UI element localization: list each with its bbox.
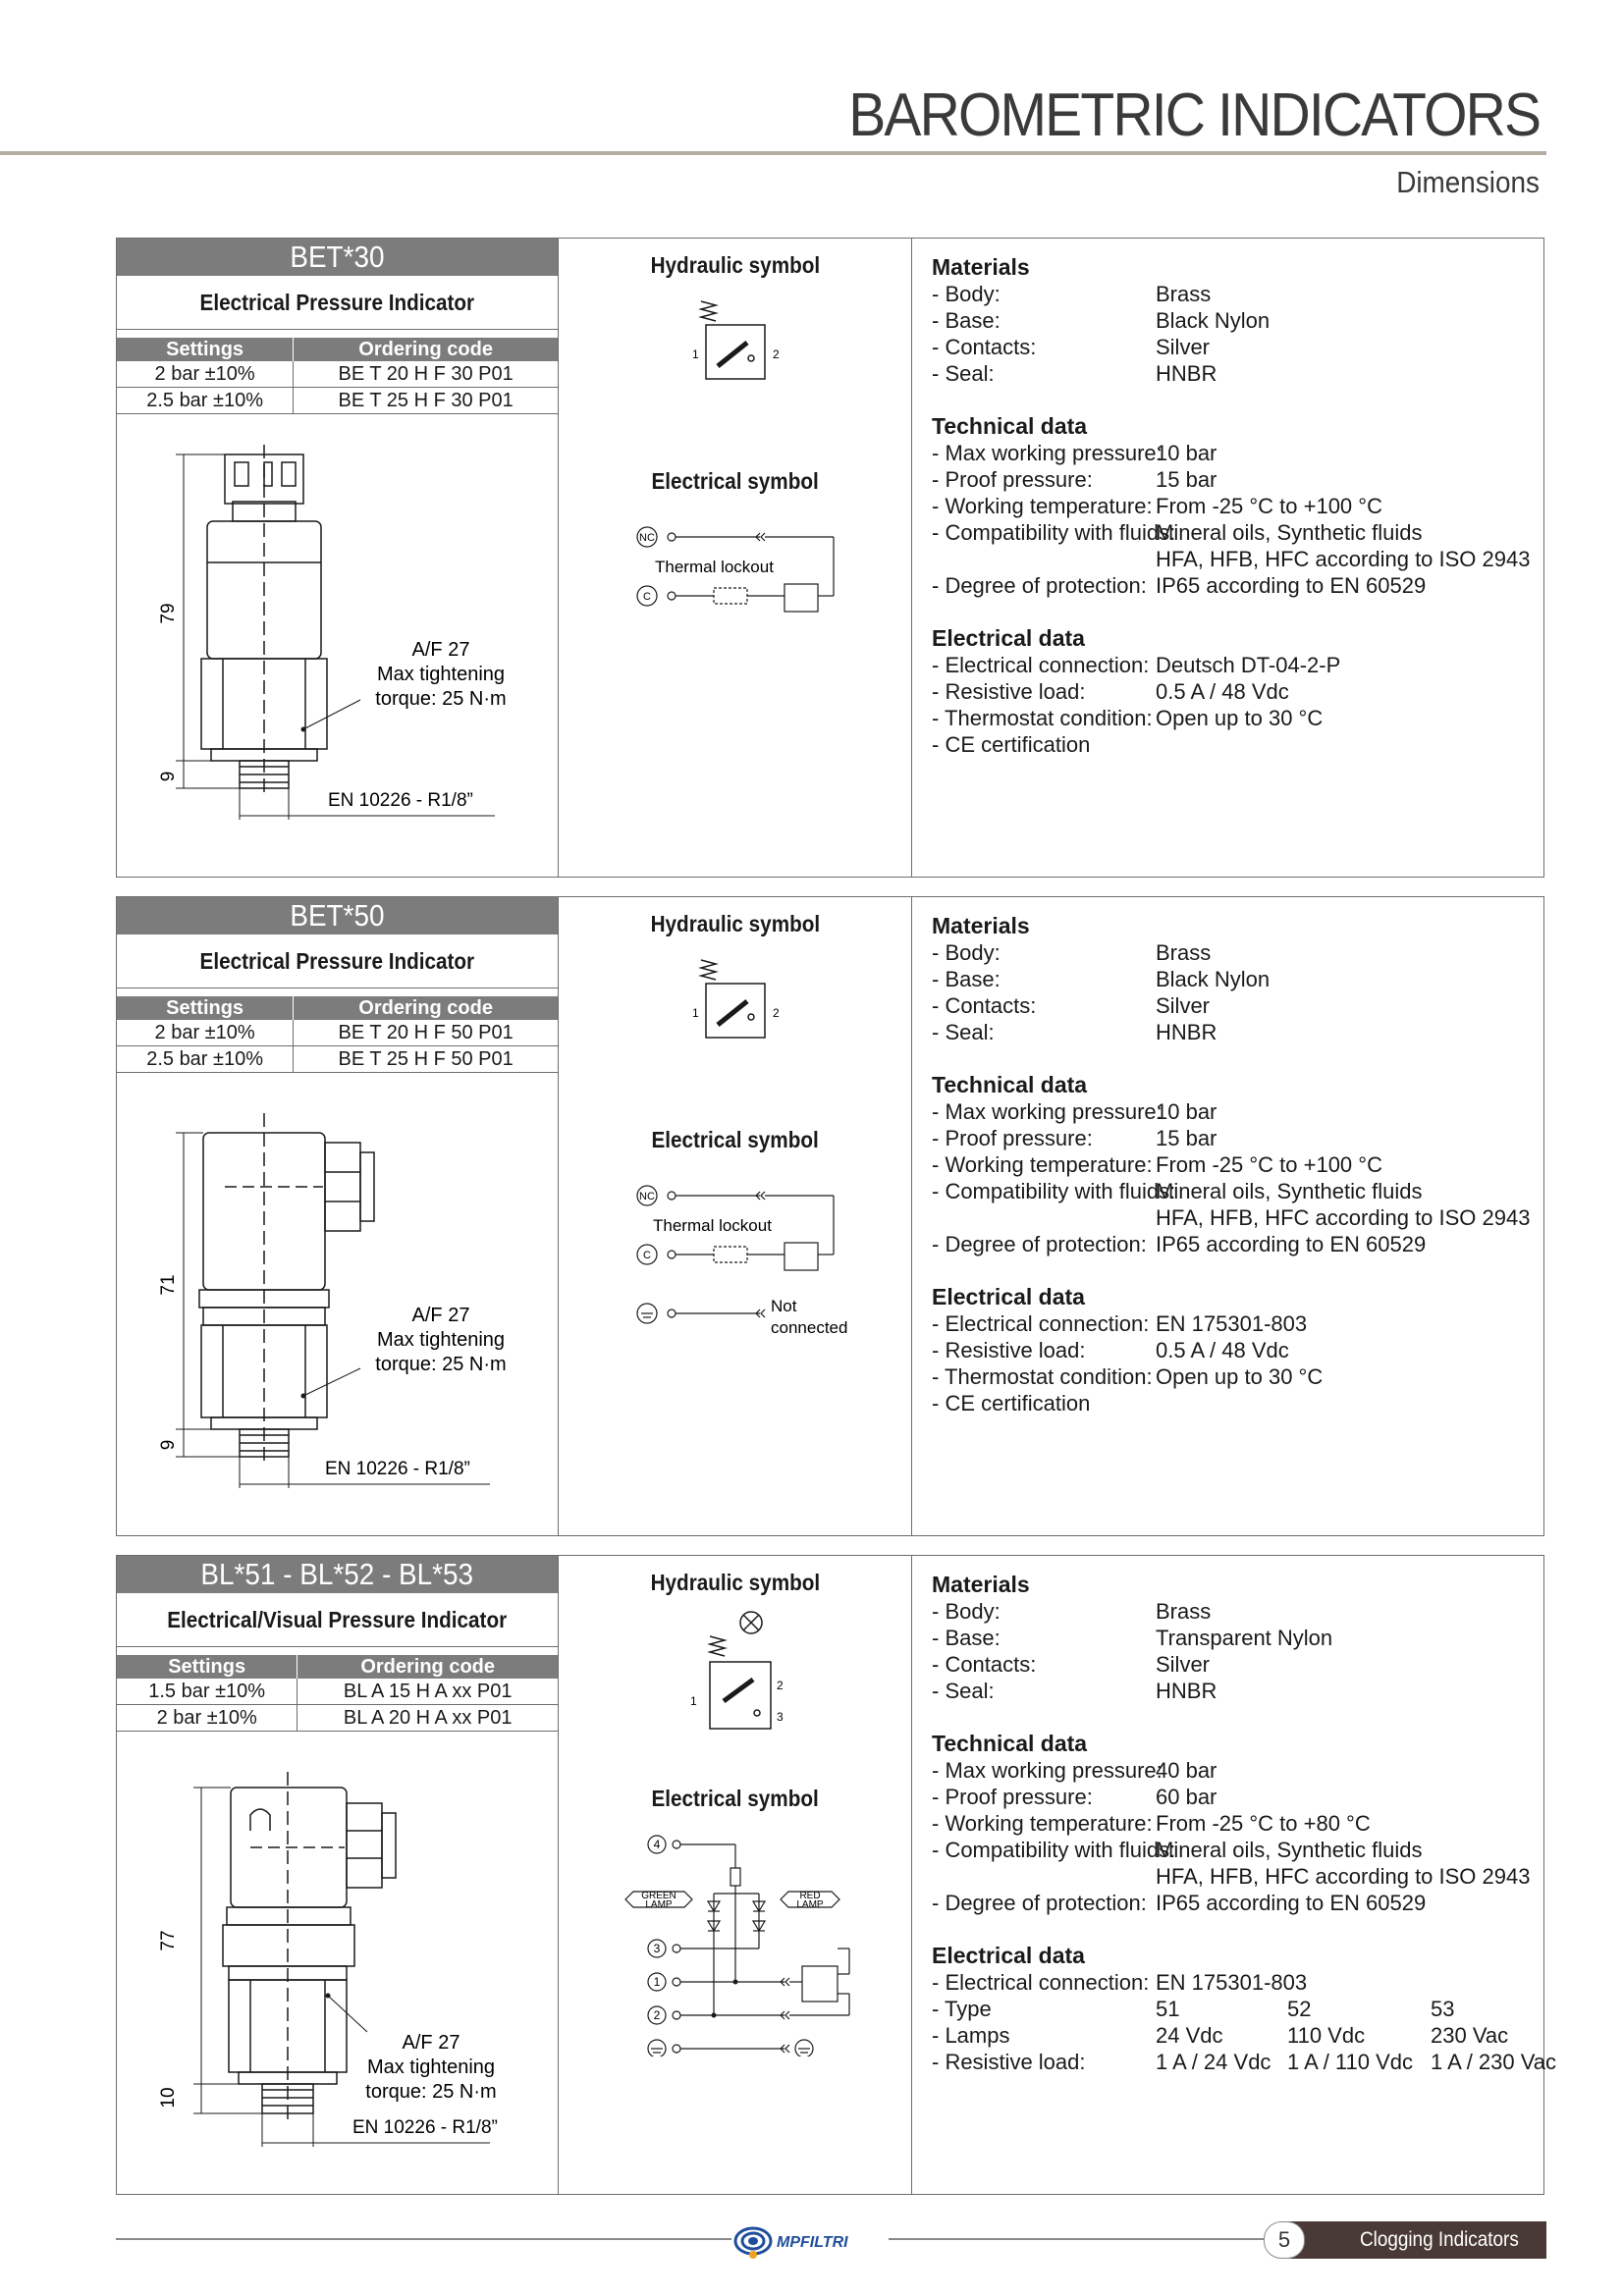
not-connected-label-2: connected bbox=[771, 1318, 848, 1337]
max-tightening-label: Max tightening bbox=[376, 664, 506, 685]
list-item: - Proof pressure: 60 bar bbox=[932, 1785, 1217, 1809]
list-item: - Type 51 52 53 bbox=[932, 1997, 1455, 2021]
dim-thread-label: 10 bbox=[158, 2087, 179, 2109]
list-item: - Resistive load: 0.5 A / 48 Vdc bbox=[932, 1338, 1289, 1362]
dim-total-label: 77 bbox=[158, 1930, 179, 1951]
list-item: - Base: Transparent Nylon bbox=[932, 1626, 1333, 1650]
spec-column-right bbox=[912, 897, 1545, 1535]
list-item: - Seal: HNBR bbox=[932, 1679, 1217, 1703]
list-item: - Contacts: Silver bbox=[932, 335, 1211, 359]
page-title: BAROMETRIC INDICATORS bbox=[847, 81, 1540, 149]
technical-heading: Technical data bbox=[932, 1731, 1088, 1756]
dimension-drawing bbox=[117, 1074, 559, 1535]
settings-header: Settings bbox=[117, 338, 294, 361]
electrical-symbol-title: Electrical symbol bbox=[651, 1127, 819, 1152]
svg-text:1: 1 bbox=[653, 1975, 661, 1989]
torque-label: torque: 25 N·m bbox=[375, 688, 507, 710]
technical-heading: Technical data bbox=[932, 1072, 1088, 1097]
list-item: - Body: Brass bbox=[932, 282, 1212, 306]
electrical-symbol-icon bbox=[559, 1182, 912, 1339]
list-item: - Base: Black Nylon bbox=[932, 967, 1271, 991]
table-row: 2.5 bar ±10% BE T 25 H F 30 P01 bbox=[117, 388, 558, 414]
specs bbox=[932, 254, 1545, 758]
af-label: A/F 27 bbox=[402, 2032, 460, 2054]
dimension-drawing bbox=[117, 1733, 559, 2194]
list-item: - Proof pressure: 15 bar bbox=[932, 467, 1217, 492]
page-subtitle: Dimensions bbox=[1396, 165, 1540, 199]
max-tightening-label: Max tightening bbox=[366, 2056, 496, 2078]
indicator-type: Electrical/Visual Pressure Indicator bbox=[117, 1593, 558, 1647]
thread-label: EN 10226 - R1/8” bbox=[352, 2117, 498, 2138]
electrical-symbol-title: Electrical symbol bbox=[651, 1786, 819, 1811]
list-item: - Proof pressure: 15 bar bbox=[932, 1126, 1217, 1150]
model-title: BL*51 - BL*52 - BL*53 bbox=[117, 1556, 558, 1593]
af-label: A/F 27 bbox=[411, 1305, 470, 1326]
list-item: - Electrical connection: EN 175301-803 bbox=[932, 1311, 1308, 1336]
thread-label: EN 10226 - R1/8” bbox=[325, 1459, 470, 1479]
red-lamp-label: RED bbox=[799, 1891, 821, 1901]
electrical-symbol-icon bbox=[559, 523, 912, 631]
not-connected-label: Not bbox=[771, 1297, 797, 1315]
list-item: - Max working pressure: 40 bar bbox=[932, 1758, 1217, 1783]
ordering-table bbox=[117, 996, 558, 1073]
settings-header: Settings bbox=[117, 1655, 298, 1679]
indicator-type: Electrical Pressure Indicator bbox=[117, 934, 558, 988]
svg-text:2: 2 bbox=[653, 2008, 661, 2022]
settings-header: Settings bbox=[117, 996, 294, 1020]
table-row: 1.5 bar ±10% BL A 15 H A xx P01 bbox=[117, 1679, 558, 1705]
c-terminal: C bbox=[643, 591, 651, 603]
spec-column-left bbox=[117, 1556, 559, 2194]
list-item: - CE certification bbox=[932, 1391, 1091, 1415]
list-item: - Degree of protection: IP65 according to EN 60529 bbox=[932, 1891, 1427, 1915]
hydraulic-symbol-icon bbox=[559, 1611, 912, 1738]
list-item: - Max working pressure: 10 bar bbox=[932, 1099, 1217, 1124]
footer-rule bbox=[116, 2238, 1272, 2240]
list-item: HFA, HFB, HFC according to ISO 2943 bbox=[1156, 1205, 1531, 1230]
list-item: HFA, HFB, HFC according to ISO 2943 bbox=[1156, 1864, 1531, 1889]
electrical-symbol-title: Electrical symbol bbox=[651, 468, 819, 494]
table-row: 2 bar ±10% BE T 20 H F 50 P01 bbox=[117, 1020, 558, 1046]
c-terminal: C bbox=[643, 1250, 651, 1261]
model-title: BET*30 bbox=[117, 239, 558, 276]
materials-heading: Materials bbox=[932, 254, 1030, 280]
list-item: - Resistive load: 1 A / 24 Vdc 1 A / 110 Vdc 1 A / 230 Vac bbox=[932, 2050, 1557, 2074]
ordering-code-header: Ordering code bbox=[294, 338, 558, 361]
technical-heading: Technical data bbox=[932, 413, 1088, 439]
dimension-drawing bbox=[117, 415, 559, 877]
list-item: - Max working pressure: 10 bar bbox=[932, 441, 1217, 465]
hydraulic-symbol-title: Hydraulic symbol bbox=[650, 252, 820, 278]
table-row: 2 bar ±10% BL A 20 H A xx P01 bbox=[117, 1705, 558, 1732]
hydraulic-symbol-icon bbox=[559, 956, 912, 1044]
svg-text:2: 2 bbox=[773, 347, 780, 361]
list-item: - Electrical connection: Deutsch DT-04-2-P bbox=[932, 653, 1341, 677]
svg-text:1: 1 bbox=[692, 347, 699, 361]
nc-terminal: NC bbox=[639, 1191, 655, 1202]
list-item: - Contacts: Silver bbox=[932, 1652, 1211, 1677]
table-row: 2.5 bar ±10% BE T 25 H F 50 P01 bbox=[117, 1046, 558, 1073]
electrical-symbol-icon bbox=[559, 1831, 912, 2056]
footer-section-label: Clogging Indicators bbox=[1286, 2221, 1546, 2259]
list-item: - Base: Black Nylon bbox=[932, 308, 1271, 333]
mpfiltri-logo bbox=[731, 2221, 889, 2261]
green-lamp-label: GREEN bbox=[641, 1891, 676, 1901]
section-bet30 bbox=[116, 238, 1544, 878]
list-item: - Body: Brass bbox=[932, 1599, 1212, 1624]
specs bbox=[932, 1572, 1557, 2075]
svg-text:3: 3 bbox=[777, 1710, 784, 1724]
thermal-lockout-label: Thermal lockout bbox=[655, 558, 774, 576]
ordering-table bbox=[117, 1655, 558, 1732]
list-item: - Thermostat condition: Open up to 30 °C bbox=[932, 1364, 1324, 1389]
red-lamp-label-2: LAMP bbox=[796, 1899, 824, 1910]
page-number: 5 bbox=[1264, 2221, 1305, 2259]
list-item: - Compatibility with fluids: Mineral oils, Synthetic fluids bbox=[932, 1179, 1423, 1203]
hydraulic-symbol-title: Hydraulic symbol bbox=[650, 1570, 820, 1595]
thermal-lockout-label: Thermal lockout bbox=[653, 1216, 772, 1235]
list-item: - Thermostat condition: Open up to 30 °C bbox=[932, 706, 1324, 730]
nc-terminal: NC bbox=[639, 532, 655, 544]
list-item: - Working temperature: From -25 °C to +100 °C bbox=[932, 1152, 1382, 1177]
spec-column-left bbox=[117, 239, 559, 877]
electrical-heading: Electrical data bbox=[932, 625, 1085, 651]
symbol-column bbox=[559, 897, 912, 1535]
svg-text:1: 1 bbox=[692, 1006, 699, 1020]
green-lamp-label-2: LAMP bbox=[645, 1899, 673, 1910]
dim-total-label: 79 bbox=[158, 603, 179, 624]
materials-heading: Materials bbox=[932, 913, 1030, 938]
svg-text:3: 3 bbox=[653, 1942, 661, 1955]
spec-column-right bbox=[912, 1556, 1557, 2194]
list-item: - Compatibility with fluids: Mineral oils, Synthetic fluids bbox=[932, 520, 1423, 545]
svg-text:2: 2 bbox=[773, 1006, 780, 1020]
ordering-code-header: Ordering code bbox=[294, 996, 558, 1020]
section-bl51 bbox=[116, 1555, 1557, 2195]
list-item: - Seal: HNBR bbox=[932, 1020, 1217, 1044]
header-rule bbox=[0, 151, 1546, 155]
list-item: - Contacts: Silver bbox=[932, 993, 1211, 1018]
symbol-column bbox=[559, 1556, 912, 2194]
svg-text:4: 4 bbox=[653, 1838, 661, 1851]
svg-text:1: 1 bbox=[690, 1694, 697, 1708]
list-item: - Degree of protection: IP65 according to EN 60529 bbox=[932, 1232, 1427, 1256]
list-item: - Seal: HNBR bbox=[932, 361, 1217, 386]
ordering-table bbox=[117, 338, 558, 414]
list-item: - CE certification bbox=[932, 732, 1091, 757]
list-item: HFA, HFB, HFC according to ISO 2943 bbox=[1156, 547, 1531, 571]
torque-label: torque: 25 N·m bbox=[375, 1354, 507, 1375]
max-tightening-label: Max tightening bbox=[376, 1329, 506, 1351]
dim-thread-label: 9 bbox=[158, 1439, 179, 1451]
electrical-heading: Electrical data bbox=[932, 1943, 1085, 1968]
section-bet50 bbox=[116, 896, 1544, 1536]
spec-column-left bbox=[117, 897, 559, 1535]
af-label: A/F 27 bbox=[411, 639, 470, 661]
list-item: - Working temperature: From -25 °C to +100 °C bbox=[932, 494, 1382, 518]
ordering-code-header: Ordering code bbox=[298, 1655, 558, 1679]
svg-text:MPFILTRI: MPFILTRI bbox=[777, 2234, 848, 2251]
specs bbox=[932, 913, 1545, 1416]
symbol-column bbox=[559, 239, 912, 877]
torque-label: torque: 25 N·m bbox=[365, 2081, 497, 2103]
list-item: - Resistive load: 0.5 A / 48 Vdc bbox=[932, 679, 1289, 704]
materials-heading: Materials bbox=[932, 1572, 1030, 1597]
hydraulic-symbol-icon bbox=[559, 297, 912, 386]
list-item: - Working temperature: From -25 °C to +80 °C bbox=[932, 1811, 1371, 1836]
svg-text:2: 2 bbox=[777, 1679, 784, 1692]
indicator-type: Electrical Pressure Indicator bbox=[117, 276, 558, 330]
electrical-heading: Electrical data bbox=[932, 1284, 1085, 1309]
list-item: - Compatibility with fluids: Mineral oils, Synthetic fluids bbox=[932, 1838, 1423, 1862]
list-item: - Body: Brass bbox=[932, 940, 1212, 965]
hydraulic-symbol-title: Hydraulic symbol bbox=[650, 911, 820, 936]
list-item: - Lamps 24 Vdc 110 Vdc 230 Vac bbox=[932, 2023, 1509, 2048]
thread-label: EN 10226 - R1/8” bbox=[328, 790, 473, 811]
spec-column-right bbox=[912, 239, 1545, 877]
list-item: - Electrical connection: EN 175301-803 bbox=[932, 1970, 1308, 1995]
list-item: - Degree of protection: IP65 according to EN 60529 bbox=[932, 573, 1427, 598]
model-title: BET*50 bbox=[117, 897, 558, 934]
dim-thread-label: 9 bbox=[158, 771, 179, 782]
table-row: 2 bar ±10% BE T 20 H F 30 P01 bbox=[117, 361, 558, 388]
dim-total-label: 71 bbox=[158, 1274, 179, 1296]
